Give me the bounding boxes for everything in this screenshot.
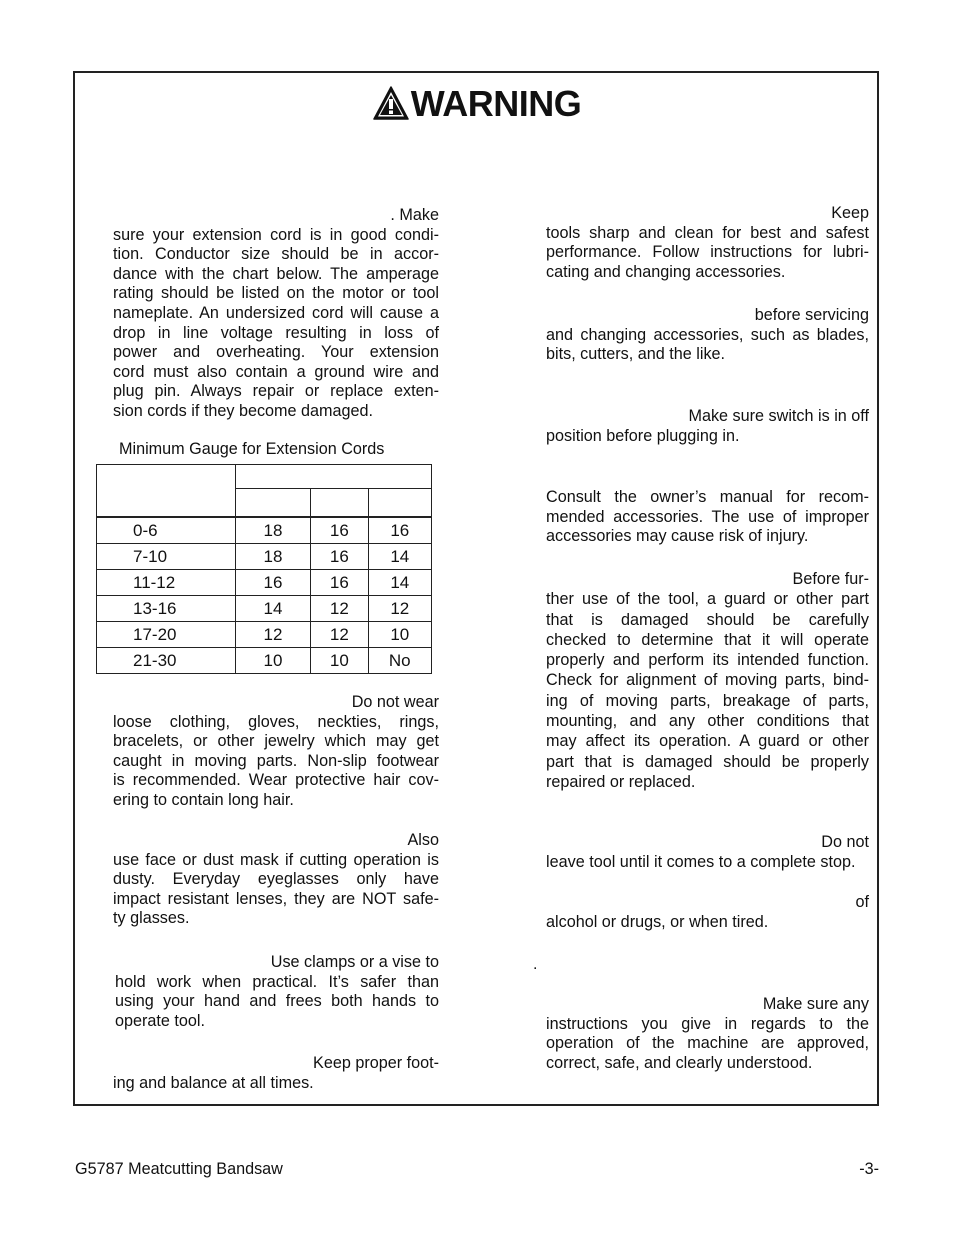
complete-stop-paragraph — [546, 833, 869, 872]
table-row — [97, 622, 432, 648]
text-line: part that is damaged should be properly — [546, 752, 869, 771]
text-line: cating and changing accessories. — [546, 262, 786, 281]
instructions-paragraph — [546, 995, 869, 1073]
text-line: drop in line voltage resulting in loss of — [113, 323, 439, 342]
damaged-parts-paragraph — [546, 569, 869, 792]
table-cell: 17-20 — [97, 622, 236, 648]
table-cell: 21-30 — [97, 648, 236, 674]
text-line: leave tool until it comes to a complete stop. — [546, 852, 856, 871]
text-line: Make sure any — [762, 995, 869, 1013]
text-line: bits, cutters, and the like. — [546, 345, 726, 364]
text-line: nameplate. An undersized cord will cause a — [113, 303, 439, 322]
table-cell: 11-12 — [97, 570, 236, 596]
footing-paragraph — [113, 1054, 439, 1093]
text-line: impact resistant lenses, they are NOT safe- — [113, 889, 439, 908]
sharp-tools-paragraph — [546, 204, 869, 282]
text-line: Do not — [821, 833, 869, 851]
servicing-paragraph — [546, 306, 869, 365]
text-line: correct, safe, and clearly understood. — [546, 1053, 813, 1072]
text-line: properly and perform its intended function. — [546, 651, 869, 670]
table-header-cell — [368, 489, 431, 518]
footer-page-number: -3- — [859, 1160, 879, 1178]
table-cell: 0-6 — [97, 517, 236, 544]
text-line: that is damaged should be carefully — [546, 610, 869, 629]
table-cell: 10 — [368, 622, 431, 648]
text-line: hold work when practical. It’s safer than — [115, 972, 439, 991]
table-cell: No — [368, 648, 431, 674]
clamps-paragraph — [115, 953, 439, 1031]
text-line: accessories may cause risk of injury. — [546, 527, 809, 546]
text-line: dusty. Everyday eyeglasses only have — [113, 870, 439, 889]
text-line: ing of moving parts, breakage of parts, — [546, 691, 869, 710]
table-row — [97, 570, 432, 596]
text-line: mended accessories. The use of improper — [546, 507, 869, 526]
text-line: may affect its operation. A guard or other — [546, 732, 869, 751]
table-header-cell — [311, 489, 368, 518]
extension-cord-gauge-table — [96, 464, 432, 674]
table-cell: 16 — [311, 570, 368, 596]
text-line: ty glasses. — [113, 909, 190, 928]
text-line: mounting, and any other conditions that — [546, 712, 869, 731]
table-caption: Minimum Gauge for Extension Cords — [119, 440, 385, 458]
text-line: Do not wear — [351, 693, 439, 711]
text-line: tion. Conductor size should be in accor- — [113, 245, 439, 264]
text-line: operation of the machine are approved, — [546, 1034, 869, 1053]
text-line: Keep proper foot- — [313, 1054, 439, 1072]
text-line: Keep — [831, 204, 869, 222]
text-line: and changing accessories, such as blades, — [546, 325, 869, 344]
footer-product-name: G5787 Meatcutting Bandsaw — [75, 1160, 283, 1178]
text-line: ering to contain long hair. — [113, 790, 294, 809]
text-line: Check for alignment of moving parts, bind- — [546, 671, 869, 690]
clothing-paragraph — [113, 693, 439, 811]
table-cell: 16 — [311, 544, 368, 570]
text-line: rating should be listed on the motor or tool — [113, 284, 439, 303]
text-line: ing and balance at all times. — [113, 1073, 314, 1092]
text-line: repaired or replaced. — [546, 772, 696, 791]
text-line: is recommended. Wear protective hair cov- — [113, 771, 439, 790]
text-line: checked to determine that it will operate — [546, 630, 869, 649]
table-cell: 14 — [235, 596, 310, 622]
text-line: power and overheating. Your extension — [113, 343, 439, 362]
text-line: tools sharp and clean for best and safest — [546, 223, 869, 242]
text-line: Consult the owner’s manual for recom- — [546, 488, 869, 506]
table-row — [97, 544, 432, 570]
table-cell: 18 — [235, 544, 310, 570]
warning-heading — [0, 84, 954, 128]
text-line: loose clothing, gloves, neckties, rings, — [113, 712, 439, 731]
extension-cord-paragraph — [113, 206, 439, 422]
table-row — [97, 648, 432, 674]
table-header-cell — [97, 465, 236, 518]
text-line: instructions you give in regards to the — [546, 1014, 869, 1033]
table-cell: 10 — [235, 648, 310, 674]
text-line: using your hand and frees both hands to — [115, 992, 439, 1011]
text-line: . Make — [390, 206, 439, 224]
text-line: before servicing — [754, 306, 869, 324]
warning-title-text: WARNING — [410, 83, 582, 124]
table-cell: 13-16 — [97, 596, 236, 622]
text-line: bracelets, or other jewelry which may get — [113, 732, 439, 751]
text-line: performance. Follow instructions for lubri- — [546, 243, 869, 262]
text-line: Before fur- — [792, 570, 869, 588]
text-line: cord must also contain a ground wire and — [113, 362, 439, 381]
text-line: position before plugging in. — [546, 426, 740, 445]
table-cell: 18 — [235, 517, 310, 544]
table-row — [97, 596, 432, 622]
text-line: caught in moving parts. Non-slip footwear — [113, 751, 439, 770]
table-row — [97, 517, 432, 544]
table-header-cell — [235, 489, 310, 518]
table-cell: 7-10 — [97, 544, 236, 570]
table-cell: 12 — [368, 596, 431, 622]
table-cell: 12 — [311, 622, 368, 648]
table-header-row — [97, 465, 432, 489]
table-header-cell — [235, 465, 431, 489]
text-line: sure your extension cord is in good condi- — [113, 225, 439, 244]
text-line: Also — [407, 831, 439, 849]
text-line: dance with the chart below. The amperage — [113, 264, 439, 283]
accessories-paragraph — [546, 488, 869, 547]
table-cell: 10 — [311, 648, 368, 674]
alcohol-drugs-paragraph — [546, 893, 869, 932]
text-line: Use clamps or a vise to — [270, 953, 439, 971]
text-line: operate tool. — [115, 1011, 205, 1030]
text-line: of — [855, 893, 869, 911]
safety-glasses-paragraph — [113, 831, 439, 929]
table-cell: 16 — [368, 517, 431, 544]
warning-triangle-icon — [373, 86, 409, 128]
text-line: alcohol or drugs, or when tired. — [546, 912, 769, 931]
text-line: ther use of the tool, a guard or other part — [546, 590, 869, 609]
table-cell: 16 — [311, 517, 368, 544]
table-cell: 16 — [235, 570, 310, 596]
text-line: plug pin. Always repair or replace exten- — [113, 382, 439, 401]
switch-paragraph — [546, 407, 869, 446]
table-cell: 14 — [368, 570, 431, 596]
text-line: Make sure switch is in off — [688, 407, 869, 425]
stray-period: . — [533, 956, 538, 973]
table-cell: 14 — [368, 544, 431, 570]
table-cell: 12 — [235, 622, 310, 648]
text-line: use face or dust mask if cutting operation is — [113, 850, 439, 869]
text-line: sion cords if they become damaged. — [113, 401, 374, 420]
table-cell: 12 — [311, 596, 368, 622]
